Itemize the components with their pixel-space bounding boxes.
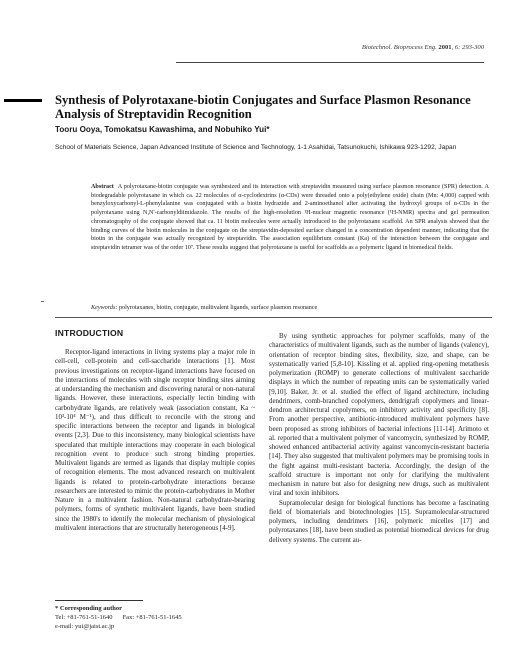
body-paragraph: Receptor-ligand interactions in living systems play a major role in cell-cell, cell-protein and cell-saccharide interactions [1]. Most previous investigations on receptor-ligand interactions have focused on the interactions of molecules with single receptor binding sites aiming at understanding the mechanism and discovering natural or non-natural ligands. However, these interactions, especially lectin binding with carbohydrate ligands, are relatively weak (association constant, Ka ~ 10³-10⁴ M⁻¹), and thus difficult to reconcile with the strong and specific interactions between the receptor and ligands in biological events [2,3]. Due to this inconsistency, many biological scientists have speculated that multiple interactions may cooperate in each biological recognition event to produce such strong binding properties. Multivalent ligands are termed as ligands that display multiple copies of recognition elements. The most advanced research on multivalent ligands is related to protein-carbohydrate interactions because researchers are interested to mimic the protein-carbohydrates in Mother Nature in a multivalent fashion. Non-natural carbohydrate-bearing polymers, forms of synthetic multivalent ligands, have been studied since the 1980's to identify the molecular mechanism of physiological multivalent interactions that are structurally heterogeneous [4-9]. bbox=[55, 348, 255, 532]
fax-number: Fax: +81-761-51-1645 bbox=[122, 614, 182, 622]
keywords-block bbox=[91, 304, 489, 313]
body-column-right bbox=[269, 332, 489, 545]
article-affiliation: School of Materials Science, Japan Advanced Institute of Science and Technology, 1-1 Asahidai, Tatsunokuchi, Ishikawa 923-1292, Japan bbox=[55, 144, 457, 151]
title-accent-bar bbox=[4, 99, 42, 102]
abstract-text: A polyrotaxane-biotin conjugate was synthesized and its interaction with streptavidin measured using surface plasmon resonance (SPR) detection. A biodegradable polyrotaxane in which ca. 22 molecules of α-cyclodextrins (α-CDs) were threaded onto a poly(ethylene oxide) chain (Mn: 4,000) capped with benzyloxycarbonyl-L-phenylalanine was conjugated with a biotin hydrazide and 2-aminoethanol after activating the hydroxyl groups of α-CDs in the polyrotaxane using N,N'-carbonyldiimidazole. The results of the high-resolution ¹H-nuclear magnetic resonance (¹H-NMR) spectra and gel permeation chromatography of the conjugate showed that ca. 11 biotin molecules were actually introduced to the polyrotaxane scaffold. An SPR analysis showed that the binding curves of the biotin molecules in the conjugate on the streptavidin-deposited surface changed in a concentration dependent manner, indicating that the biotin in the conjugate was actually recognized by streptavidin. The association equilibrium constant (Ka) of the interaction between the conjugate and streptavidin tetramer was of the order 10⁷. These results suggest that polyrotaxane is useful for scaffolds as a polymeric ligand in biomedical fields. bbox=[91, 184, 489, 251]
body-paragraph: Supramolecular design for biological functions has become a fascinating field of biomaterials and biotechnologies [15]. Supramolecular-structured polymers, including dendrimers [16], polymeric micelles [17] and polyrotaxanes [18], have been studied as potential biomedical devices for drug delivery systems. The current au- bbox=[269, 498, 489, 544]
introduction-heading: INTRODUCTION bbox=[55, 328, 124, 338]
abstract-label: Abstract bbox=[91, 184, 114, 190]
keywords-label: Keywords: bbox=[91, 305, 118, 311]
body-paragraph: By using synthetic approaches for polymer scaffolds, many of the characteristics of multivalent ligands, such as the number of ligands (valency), orientation of receptor binding sites, flexibility, size, and shape, can be systematically varied [5,8-10]. Kissling et al. applied ring-opening metathesis polymerization (ROMP) to generate collections of multivalent saccharide displays in which the number of repeating units can be systematically varied [9,10]. Baker, Jr. et al. studied the effect of ligand architecture, including dendrimers, comb-branched copolymers, dendrigraft copolymers and linear-dendron architectural copolymers, on inhibitory activity and specificity [8]. From another perspective, antibiotic-introduced multivalent polymers have been proposed as strong inhibitors of bacterial infections [11-14]. Arimoto et al. reported that a multivalent polymer of vancomycin, synthesized by ROMP, showed enhanced antibacterial activity against vancomycin-resistant bacteria [14]. They also suggested that multivalent polymers may be promising tools in the fight against multi-resistant bacteria. Accordingly, the design of the scaffold structure is important not only for clarifying the multivalent mechanism in nature but also for designing new drugs, such as multivalent viral and toxin inhibitors. bbox=[269, 332, 489, 498]
contact-phone-row bbox=[55, 613, 255, 622]
journal-volume-pages: , 6: 293-300 bbox=[451, 44, 484, 51]
abstract-block bbox=[91, 183, 489, 253]
corresponding-author-label: * Corresponding author bbox=[55, 605, 123, 612]
article-title: Synthesis of Polyrotaxane-biotin Conjugates and Surface Plasmon Resonance Analysis of Streptavidin Recognition bbox=[55, 93, 471, 122]
margin-mark bbox=[41, 301, 44, 302]
footnote bbox=[55, 604, 255, 632]
footnote-rule bbox=[55, 600, 143, 601]
email-address: e-mail: yui@jaist.ac.jp bbox=[55, 623, 115, 631]
body-column-left bbox=[55, 348, 255, 533]
journal-name: Biotechnol. Bioprocess Eng. bbox=[361, 44, 437, 51]
journal-citation bbox=[184, 44, 484, 51]
header-rule bbox=[176, 62, 484, 63]
keywords-text: polyrotaxanes, biotin, conjugate, multivalent ligands, surface plasmon resonance bbox=[118, 305, 318, 311]
article-authors: Tooru Ooya, Tomokatsu Kawashima, and Nobuhiko Yui* bbox=[55, 125, 270, 134]
tel-number: Tel: +81-761-51-1640 bbox=[55, 614, 113, 622]
section-rule bbox=[55, 317, 492, 318]
journal-year: 2001 bbox=[438, 44, 452, 51]
